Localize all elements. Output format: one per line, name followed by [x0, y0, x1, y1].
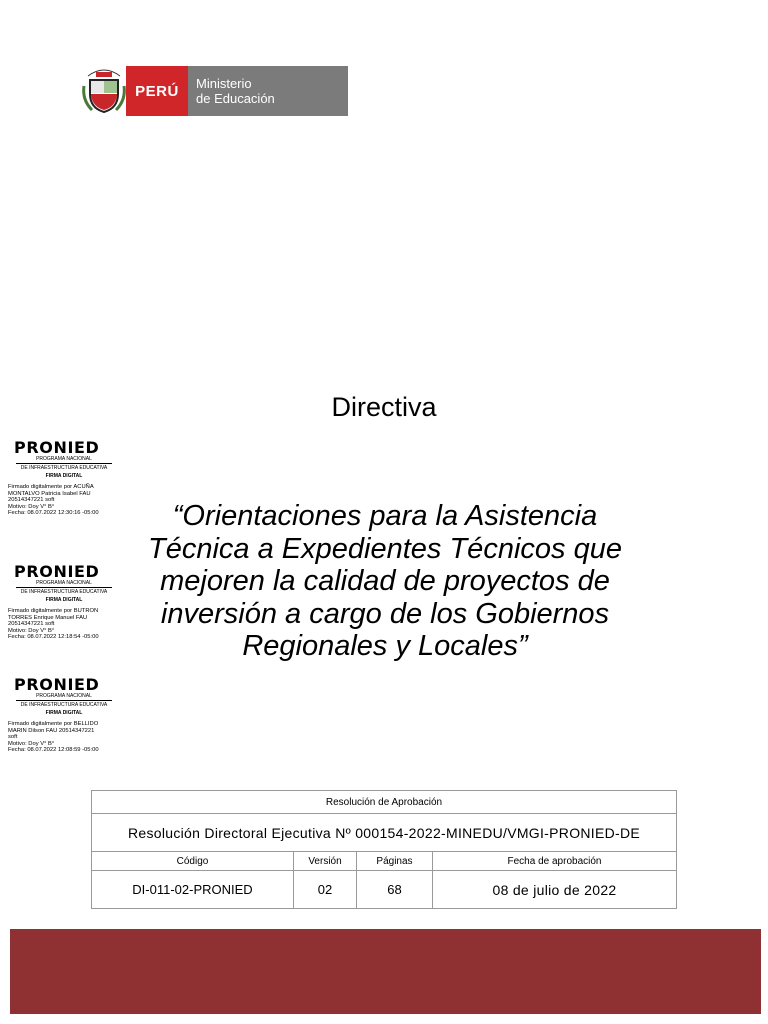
firma-label: FIRMA DIGITAL [45, 710, 83, 716]
program-label: PROGRAMA NACIONAL [36, 580, 92, 586]
column-header-version: Versión [294, 852, 357, 871]
column-header-pages: Páginas [357, 852, 433, 871]
pages-value: 68 [357, 871, 433, 909]
signature-line: Firmado digitalmente por BELLIDO [8, 721, 99, 727]
signature-line: Motivo: Doy V° B° [8, 740, 55, 747]
program-label: DE INFRAESTRUCTURA EDUCATIVA [20, 465, 108, 471]
program-label: PROGRAMA NACIONAL [36, 693, 92, 699]
pronied-logo: PRONIED [14, 438, 100, 457]
signature-line: Motivo: Doy V° B° [8, 627, 55, 634]
signature-text [8, 484, 120, 517]
signature-line: 20514347221 soft [8, 497, 55, 504]
signature-line: MONTALVO Patricia Isabel FAU [8, 490, 91, 497]
column-header-date: Fecha de aprobación [433, 852, 677, 871]
code-value: DI-011-02-PRONIED [92, 871, 294, 909]
title-line: Regionales y Locales” [242, 630, 528, 662]
coat-of-arms-icon [82, 66, 126, 116]
signature-stamp [8, 440, 120, 517]
divider [16, 463, 112, 464]
signature-line: 20514347221 soft [8, 621, 55, 628]
ministry-line-1: Ministerio [196, 76, 252, 91]
document-title [120, 500, 650, 663]
signature-stamp [8, 564, 120, 641]
table-row [92, 814, 677, 852]
signature-line: Fecha: 08.07.2022 12:30:16 -05:00 [8, 510, 99, 517]
signature-line: MARIN Dilson FAU 20514347221 [8, 727, 95, 734]
title-line: “Orientaciones para la Asistencia [172, 500, 598, 532]
document-type: Directiva [331, 392, 437, 422]
firma-label: FIRMA DIGITAL [45, 597, 83, 603]
pronied-logo: PRONIED [14, 562, 100, 581]
column-header-code: Código [92, 852, 294, 871]
pronied-logo: PRONIED [14, 675, 100, 694]
table-row [92, 791, 677, 814]
ministry-line-2: de Educación [196, 91, 275, 106]
version-value: 02 [294, 871, 357, 909]
signature-text [8, 721, 120, 754]
signature-line: Fecha: 08.07.2022 12:18:54 -05:00 [8, 634, 99, 641]
ministry-label [188, 66, 348, 116]
program-label: PROGRAMA NACIONAL [36, 456, 92, 462]
signature-line: Firmado digitalmente por BUTRON [8, 608, 99, 614]
table-row [92, 871, 677, 909]
country-label: PERÚ [126, 66, 188, 116]
signature-line: Fecha: 08.07.2022 12:08:59 -05:00 [8, 747, 99, 754]
program-label: DE INFRAESTRUCTURA EDUCATIVA [20, 702, 108, 708]
resolution-number: Resolución Directoral Ejecutiva Nº 000154-2022-MINEDU/VMGI-PRONIED-DE [92, 814, 677, 852]
signature-line: TORRES Enrique Manuel FAU [8, 614, 88, 621]
title-line: Técnica a Expedientes Técnicos que [148, 532, 622, 565]
signature-stamp [8, 677, 120, 754]
program-label: DE INFRAESTRUCTURA EDUCATIVA [20, 589, 108, 595]
title-line: mejoren la calidad de proyectos de [160, 565, 610, 597]
divider [16, 587, 112, 588]
approval-header: Resolución de Aprobación [92, 791, 677, 814]
title-line: inversión a cargo de los Gobiernos [160, 597, 610, 630]
firma-label: FIRMA DIGITAL [45, 473, 83, 479]
approval-table [91, 790, 677, 909]
signature-line: Firmado digitalmente por ACUÑA [8, 484, 94, 490]
signature-text [8, 608, 120, 641]
signature-line: Motivo: Doy V° B° [8, 503, 55, 510]
divider [16, 700, 112, 701]
ministry-logo [82, 66, 348, 116]
footer-band [10, 929, 761, 1014]
signature-line: soft [8, 734, 18, 741]
table-row [92, 852, 677, 871]
date-value: 08 de julio de 2022 [433, 871, 677, 909]
